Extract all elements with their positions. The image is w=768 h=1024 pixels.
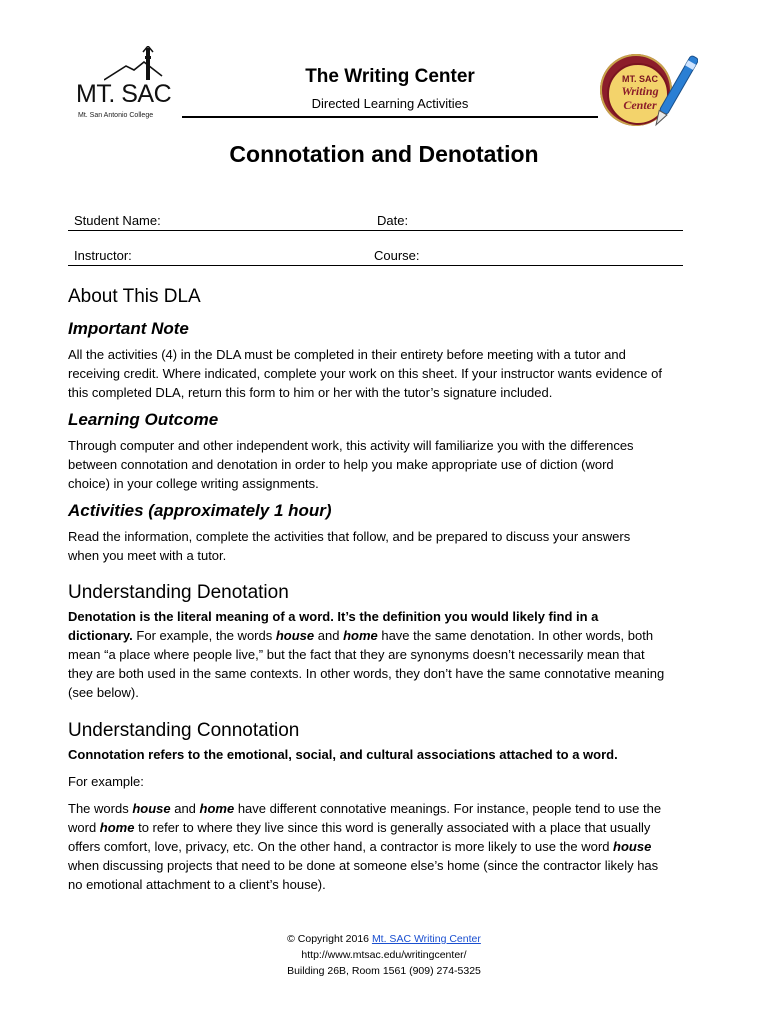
writing-center-badge [598,50,698,136]
writing-center-link[interactable]: Mt. SAC Writing Center [371,933,481,945]
text-run: and [170,801,200,816]
note-line: this completed DLA, return this form to him or her with the tutor’s signature included. [68,385,553,400]
text-run: and [314,628,344,643]
denotation-text [68,607,704,702]
denotation-line: they are both used in the same contexts. In other words, they don’t have the same connotative meaning [68,666,665,681]
activities-line: Read the information, complete the activities that follow, and be prepared to discuss your answers [68,529,631,544]
note-line: receiving credit. Where indicated, complete your work on this sheet. If your instructor wants evidence of [68,366,662,381]
word-home: home [199,801,235,816]
learning-outcome-heading: Learning Outcome [68,410,219,429]
center-title: The Writing Center [305,66,475,87]
denotation-definition: Denotation is the literal meaning of a word. It’s the definition you would likely find in a [68,609,599,624]
text-run: to refer to where they live since this word is generally associated with a place that usually [134,820,651,835]
connotation-line [68,837,704,856]
activities-line: when you meet with a tutor. [68,548,227,563]
connotation-line: no emotional attachment to a client’s house). [68,877,326,892]
word-house: house [132,801,171,816]
for-example-text: For example: [68,774,144,789]
course-label: Course: [374,248,420,263]
outcome-line: between connotation and denotation in order to help you make appropriate use of diction (word [68,457,614,472]
header-divider [182,116,598,118]
connotation-definition: Connotation refers to the emotional, social, and cultural associations attached to a word. [68,747,618,762]
pen-icon [652,50,698,136]
footer [0,931,768,979]
badge-line-1: MT. SAC [622,74,658,84]
activities-text [68,527,704,565]
center-subtitle: Directed Learning Activities [311,96,469,111]
footer-address: Building 26B, Room 1561 (909) 274-5325 [287,965,481,977]
badge-line-3: Center [623,98,657,112]
student-name-label: Student Name: [74,213,161,228]
word-home: home [343,628,378,643]
denotation-heading: Understanding Denotation [68,582,289,603]
logo-subtext: Mt. San Antonio College [78,112,154,119]
denotation-definition-end: dictionary. [68,628,133,643]
text-run: The words [68,801,133,816]
denotation-line: (see below). [68,685,139,700]
denotation-line: mean “a place where people live,” but the fact that they are synonyms doesn’t necessarily mean that [68,647,645,662]
connotation-line [68,799,704,818]
important-note-text [68,345,704,402]
outcome-line: choice) in your college writing assignments. [68,476,319,491]
badge-line-2: Writing [621,84,659,98]
mountain-icon [104,46,164,82]
connotation-text [68,799,704,894]
word-home: home [99,820,135,835]
denotation-line [68,626,704,645]
instructor-line[interactable] [68,265,683,266]
instructor-label: Instructor: [74,248,132,263]
note-line: All the activities (4) in the DLA must be completed in their entirety before meeting with a tutor and [68,347,626,362]
copyright-text: © Copyright 2016 [287,933,372,945]
footer-url: http://www.mtsac.edu/writingcenter/ [301,949,467,961]
date-label: Date: [377,213,409,228]
text-run: word [68,820,100,835]
copyright-line [0,931,768,947]
text-run: have the same denotation. In other words, both [377,628,654,643]
text-run: For example, the words [132,628,276,643]
connotation-line [68,818,704,837]
text-run: offers comfort, love, privacy, etc. On the other hand, a contractor is more likely to use the word [68,839,614,854]
student-name-line[interactable] [68,230,683,231]
about-heading: About This DLA [68,286,201,307]
activities-heading: Activities (approximately 1 hour) [68,501,332,520]
connotation-line: when discussing projects that need to be done at someone else’s home (since the contractor likely has [68,858,659,873]
important-note-heading: Important Note [68,319,189,338]
word-house: house [275,628,315,643]
connotation-heading: Understanding Connotation [68,720,300,741]
text-run: have different connotative meanings. For instance, people tend to use the [234,801,662,816]
word-house: house [613,839,652,854]
learning-outcome-text [68,436,704,493]
outcome-line: Through computer and other independent work, this activity will familiarize you with the differences [68,438,634,453]
logo-text: MT. SAC [76,80,172,108]
mtsac-logo [74,46,176,122]
document-title: Connotation and Denotation [229,141,539,167]
